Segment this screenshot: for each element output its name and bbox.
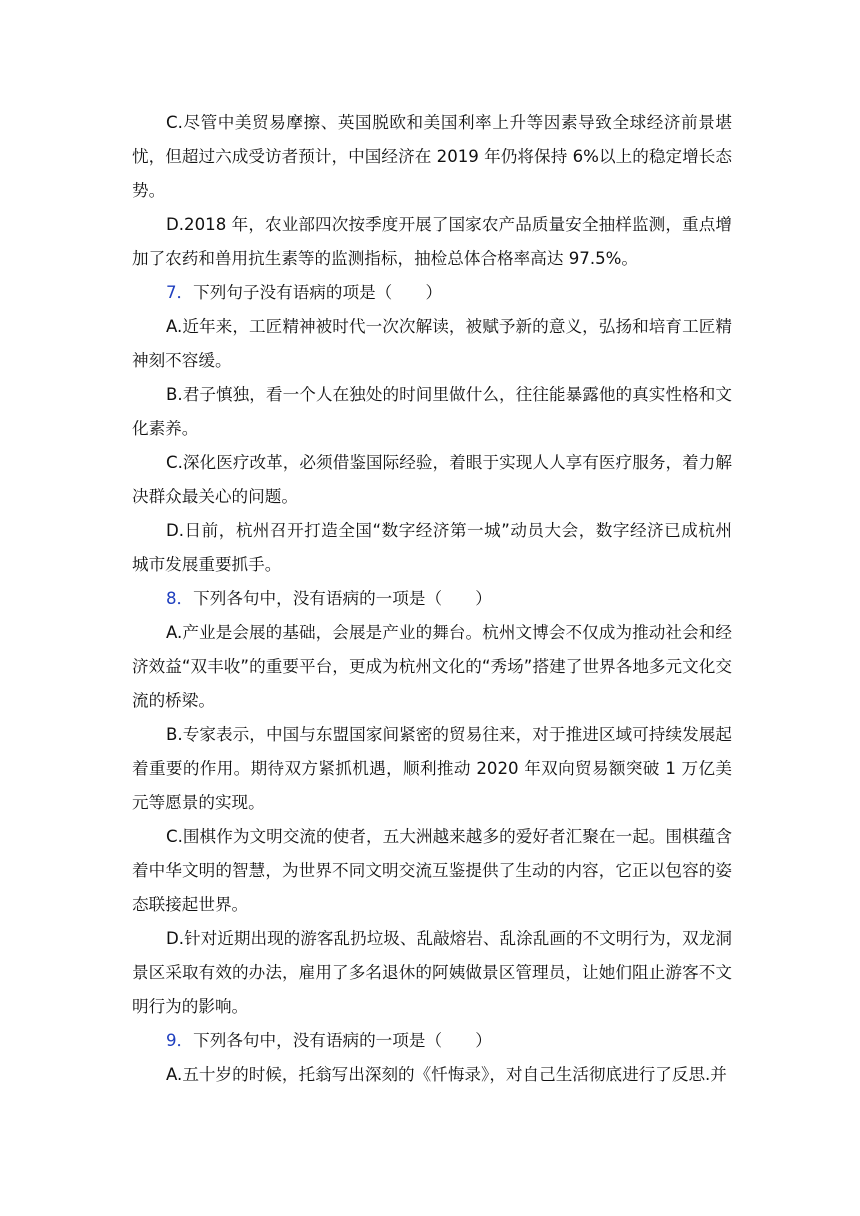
- option-d-q8: D.针对近期出现的游客乱扔垃圾、乱敲熔岩、乱涂乱画的不文明行为，双龙洞景区采取有效的办法，雇用了多名退休的阿姨做景区管理员，让她们阻止游客不文明行为的影响。: [132, 929, 732, 1016]
- option-a-q7: A.近年来，工匠精神被时代一次次解读，被赋予新的意义，弘扬和培育工匠精神刻不容缓。: [132, 317, 732, 370]
- question-number: 9．: [166, 1031, 194, 1050]
- question-number: 7．: [166, 283, 194, 302]
- option-b-q8: B.专家表示，中国与东盟国家间紧密的贸易往来，对于推进区域可持续发展起着重要的作用。期待双方紧抓机遇，顺利推动 2020 年双向贸易额突破 1 万亿美元等愿景的实现。: [132, 725, 732, 812]
- option-c-q7: C.深化医疗改革，必须借鉴国际经验，着眼于实现人人享有医疗服务，着力解决群众最关心的问题。: [132, 453, 732, 506]
- option-c-q8: C.围棋作为文明交流的使者，五大洲越来越多的爱好者汇聚在一起。围棋蕴含着中华文明的智慧，为世界不同文明交流互鉴提供了生动的内容，它正以包容的姿态联接起世界。: [132, 827, 732, 914]
- option-d-q6: D.2018 年，农业部四次按季度开展了国家农产品质量安全抽样监测，重点增加了农药和兽用抗生素等的监测指标，抽检总体合格率高达 97.5%。: [132, 215, 732, 268]
- question-stem: 下列各句中，没有语病的一项是（ ）: [193, 589, 492, 608]
- option-d-q7: D.日前，杭州召开打造全国“数字经济第一城”动员大会，数字经济已成杭州城市发展重要抓手。: [132, 521, 732, 574]
- option-a-q9: A.五十岁的时候，托翁写出深刻的《忏悔录》，对自己生活彻底进行了反思.并: [166, 1065, 727, 1084]
- question-8: [132, 582, 732, 616]
- question-stem: 下列句子没有语病的项是（ ）: [193, 283, 443, 302]
- option-a-q8: A.产业是会展的基础，会展是产业的舞台。杭州文博会不仅成为推动社会和经济效益“双丰收”的重要平台，更成为杭州文化的“秀场”搭建了世界各地多元文化交流的桥梁。: [132, 623, 732, 710]
- option-c-q6: C.尽管中美贸易摩擦、英国脱欧和美国利率上升等因素导致全球经济前景堪忧，但超过六成受访者预计，中国经济在 2019 年仍将保持 6%以上的稳定增长态势。: [132, 113, 732, 200]
- question-7: [132, 276, 732, 310]
- question-stem: 下列各句中，没有语病的一项是（ ）: [193, 1031, 492, 1050]
- document-body: [132, 106, 732, 1092]
- question-9: [132, 1024, 732, 1058]
- question-number: 8．: [166, 589, 194, 608]
- option-b-q7: B.君子慎独，看一个人在独处的时间里做什么，往往能暴露他的真实性格和文化素养。: [132, 385, 732, 438]
